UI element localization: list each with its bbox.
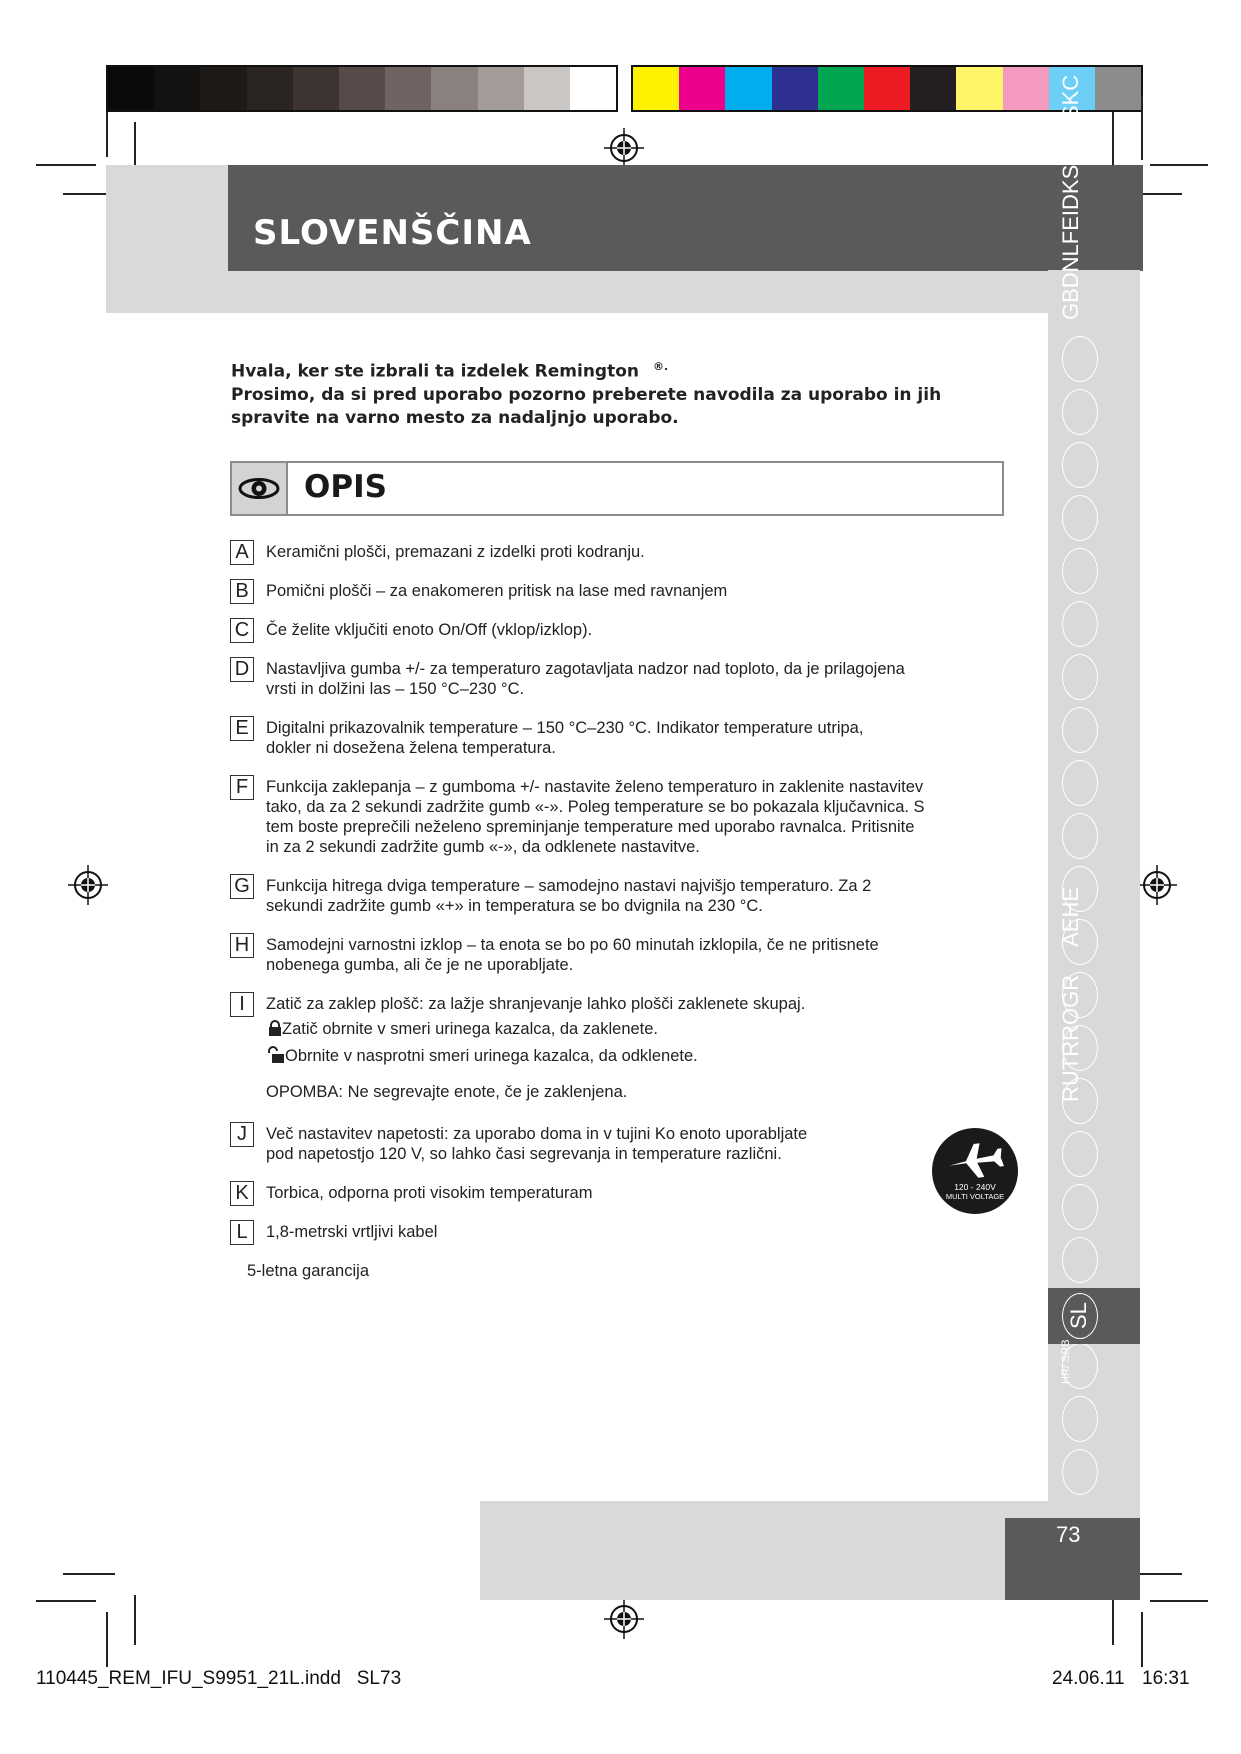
color-swatch (633, 67, 679, 110)
registration-mark-icon (68, 865, 108, 905)
item-letter: G (230, 874, 254, 899)
item-text: Funkcija zaklepanja – z gumboma +/- nastavite želeno temperaturo in zaklenite nastavitev tako, da za 2 sekundi zadržite gumb «-». Poleg temperature se bo pokazala ključavnica. S tem boste preprečili neželeno spreminjanje temperature med uporabo ravnalca. Pritisnite in za 2 sekundi zadržite gumb «-», da odklenete nastavitve. (266, 778, 925, 856)
side-language-next: HR/ SRB (1060, 1339, 1072, 1384)
item-text: 1,8-metrski vrtljivi kabel (266, 1223, 438, 1241)
color-bar-grayscale (106, 65, 618, 112)
color-swatch (956, 67, 1002, 110)
gray-swatch (431, 67, 477, 110)
language-ring (1062, 707, 1098, 753)
language-ring (1062, 1396, 1098, 1442)
lock-open-icon (268, 1046, 285, 1064)
crop-mark (36, 1600, 96, 1602)
badge-label: MULTI VOLTAGE (945, 1192, 1005, 1201)
intro-text (231, 355, 991, 430)
registration-mark-icon (604, 128, 644, 168)
item-letter: C (230, 618, 254, 643)
item-letter: F (230, 775, 254, 800)
language-ring (1062, 548, 1098, 594)
crop-mark (1150, 1600, 1208, 1602)
registration-mark-icon (604, 1599, 644, 1639)
item-letter: D (230, 657, 254, 682)
gray-swatch (339, 67, 385, 110)
language-ring (1062, 1184, 1098, 1230)
crop-mark (1150, 164, 1208, 166)
item-text: Torbica, odporna proti visokim temperaturam (266, 1184, 593, 1202)
language-ring (1062, 336, 1098, 382)
color-swatch (679, 67, 725, 110)
page-title: SLOVENŠČINA (253, 213, 532, 253)
note-text: OPOMBA: Ne segrevajte enote, če je zaklenjena. (266, 1083, 628, 1101)
side-language-list-top: GBDNLFEIDKSPSKC (1058, 74, 1083, 320)
gray-swatch (524, 67, 570, 110)
crop-mark (106, 112, 108, 157)
language-ring (1062, 813, 1098, 859)
lock-instruction: Zatič obrnite v smeri urinega kazalca, da zaklenete. (268, 1020, 658, 1039)
language-ring (1062, 1449, 1098, 1495)
item-text: Samodejni varnostni izklop – ta enota se bo po 60 minutah izklopila, če ne pritisnete nobenega gumba, ali če je ne uporabljate. (266, 936, 879, 974)
unlock-instruction: Obrnite v nasprotni smeri urinega kazalca, da odklenete. (268, 1046, 698, 1066)
side-language-current: SL (1066, 1302, 1091, 1329)
intro-line-2: Prosimo, da si pred uporabo pozorno preberete navodila za uporabo in jih spravite na varno mesto za nadaljnjo uporabo. (231, 384, 942, 428)
item-letter: I (230, 992, 254, 1017)
warranty-text: 5-letna garancija (247, 1262, 369, 1280)
registered-mark: ®. (653, 360, 669, 373)
item-letter: L (230, 1220, 254, 1245)
footer-file-info: 110445_REM_IFU_S9951_21L.indd SL73 (36, 1668, 402, 1689)
language-ring (1062, 654, 1098, 700)
eye-icon (232, 463, 288, 514)
section-title: OPIS (304, 469, 387, 505)
item-text: Digitalni prikazovalnik temperature – 150 °C–230 °C. Indikator temperature utripa, dokler ni dosežena želena temperatura. (266, 719, 864, 757)
item-letter: A (230, 540, 254, 565)
crop-mark (106, 1612, 108, 1667)
item-letter: H (230, 933, 254, 958)
gray-swatch (570, 67, 616, 110)
color-swatch (772, 67, 818, 110)
color-swatch (725, 67, 771, 110)
page-number: 73 (1056, 1522, 1081, 1547)
color-swatch (1095, 67, 1141, 110)
multi-voltage-badge (932, 1128, 1018, 1214)
registration-mark-icon (1137, 865, 1177, 905)
footer-time: 16:31 (1142, 1668, 1190, 1689)
color-swatch (910, 67, 956, 110)
item-text: Nastavljiva gumba +/- za temperaturo zagotavljata nadzor nad toploto, da je prilagojena vrsti in dolžini las – 150 °C–230 °C. (266, 660, 905, 698)
item-letter: E (230, 716, 254, 741)
item-text: Keramični plošči, premazani z izdelki proti kodranju. (266, 543, 645, 561)
footer-date: 24.06.11 (1052, 1668, 1125, 1689)
gray-swatch (478, 67, 524, 110)
gray-swatch (200, 67, 246, 110)
gray-swatch (293, 67, 339, 110)
item-text: Več nastavitev napetosti: za uporabo doma in v tujini Ko enoto uporabljate pod napetostjo 120 V, so lahko časi segrevanja in temperature različni. (266, 1125, 808, 1163)
crop-mark (63, 1573, 115, 1575)
language-ring (1062, 601, 1098, 647)
language-ring (1062, 1237, 1098, 1283)
color-swatch (1003, 67, 1049, 110)
item-letter: B (230, 579, 254, 604)
item-letter: K (230, 1181, 254, 1206)
gray-swatch (108, 67, 154, 110)
intro-line-1: Hvala, ker ste izbrali ta izdelek Remington (231, 361, 640, 382)
lock-closed-icon (268, 1020, 282, 1037)
language-ring (1062, 442, 1098, 488)
language-ring (1062, 1131, 1098, 1177)
section-header (230, 461, 1004, 516)
gray-swatch (154, 67, 200, 110)
gray-swatch (385, 67, 431, 110)
item-text: Zatič za zaklep plošč: za lažje shranjevanje lahko plošči zaklenete skupaj. (266, 995, 806, 1013)
badge-voltage: 120 - 240V (954, 1182, 996, 1192)
crop-mark (1112, 112, 1114, 167)
gray-swatch (247, 67, 293, 110)
color-swatch (864, 67, 910, 110)
color-swatch (818, 67, 864, 110)
item-text: Pomični plošči – za enakomeren pritisk na lase med ravnanjem (266, 582, 728, 600)
language-ring (1062, 495, 1098, 541)
language-ring (1062, 760, 1098, 806)
side-language-list-mid: RUTRROGRAEHE (1058, 886, 1083, 1102)
crop-mark (1141, 1612, 1143, 1667)
airplane-icon (932, 1132, 1018, 1188)
crop-mark (134, 1595, 136, 1645)
item-letter: J (230, 1122, 254, 1147)
crop-mark (1112, 1595, 1114, 1645)
crop-mark (36, 164, 96, 166)
item-text: Če želite vključiti enoto On/Off (vklop/izklop). (266, 621, 593, 639)
language-ring (1062, 389, 1098, 435)
item-text: Funkcija hitrega dviga temperature – samodejno nastavi najvišjo temperaturo. Za 2 sekundi zadržite gumb «+» in temperatura se bo dvignila na 230 °C. (266, 877, 872, 915)
crop-mark (1141, 95, 1143, 160)
